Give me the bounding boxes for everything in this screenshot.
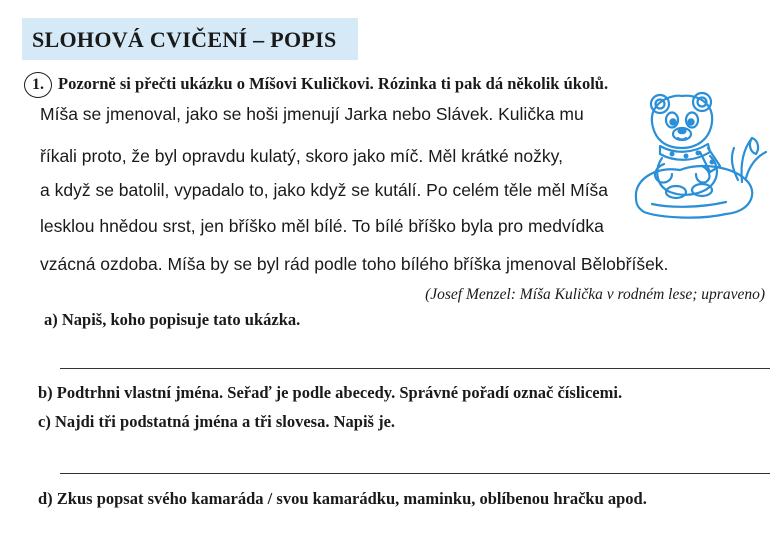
passage-line-1: Míša se jmenoval, jako se hoši jmenují Jarka nebo Slávek. Kulička mu — [40, 104, 584, 124]
teddy-bear-icon — [630, 86, 770, 226]
passage-line-2: říkali proto, že byl opravdu kulatý, skoro jako míč. Měl krátké nožky, — [40, 146, 563, 166]
page-title: SLOHOVÁ CVIČENÍ – POPIS — [32, 27, 337, 52]
passage-line-4: lesklou hnědou srst, jen bříško měl bílé. To bílé bříško byla pro medvídka — [40, 216, 604, 236]
task-instruction: Pozorně si přečti ukázku o Míšovi Kuličkovi. Rózinka ti pak dá několik úkolů. — [58, 74, 609, 93]
passage-line-3: a když se batolil, vypadalo to, jako když se kutálí. Po celém těle měl Míša — [40, 180, 609, 200]
passage-line-5: vzácná ozdoba. Míša by se byl rád podle toho bílého bříška jmenoval Bělobříšek. — [40, 254, 669, 274]
question-c: c) Najdi tři podstatná jména a tři slovesa. Napiš je. — [38, 412, 396, 431]
answer-line-a[interactable] — [60, 368, 770, 369]
question-d: d) Zkus popsat svého kamaráda / svou kamarádku, maminku, oblíbenou hračku apod. — [38, 489, 647, 508]
question-a: a) Napiš, koho popisuje tato ukázka. — [44, 310, 301, 329]
task-number: 1. — [24, 72, 52, 98]
answer-line-c[interactable] — [60, 473, 770, 474]
passage-source: (Josef Menzel: Míša Kulička v rodném lese; upraveno) — [425, 286, 765, 303]
question-b: b) Podtrhni vlastní jména. Seřaď je podle abecedy. Správné pořadí označ číslicemi. — [38, 383, 623, 402]
